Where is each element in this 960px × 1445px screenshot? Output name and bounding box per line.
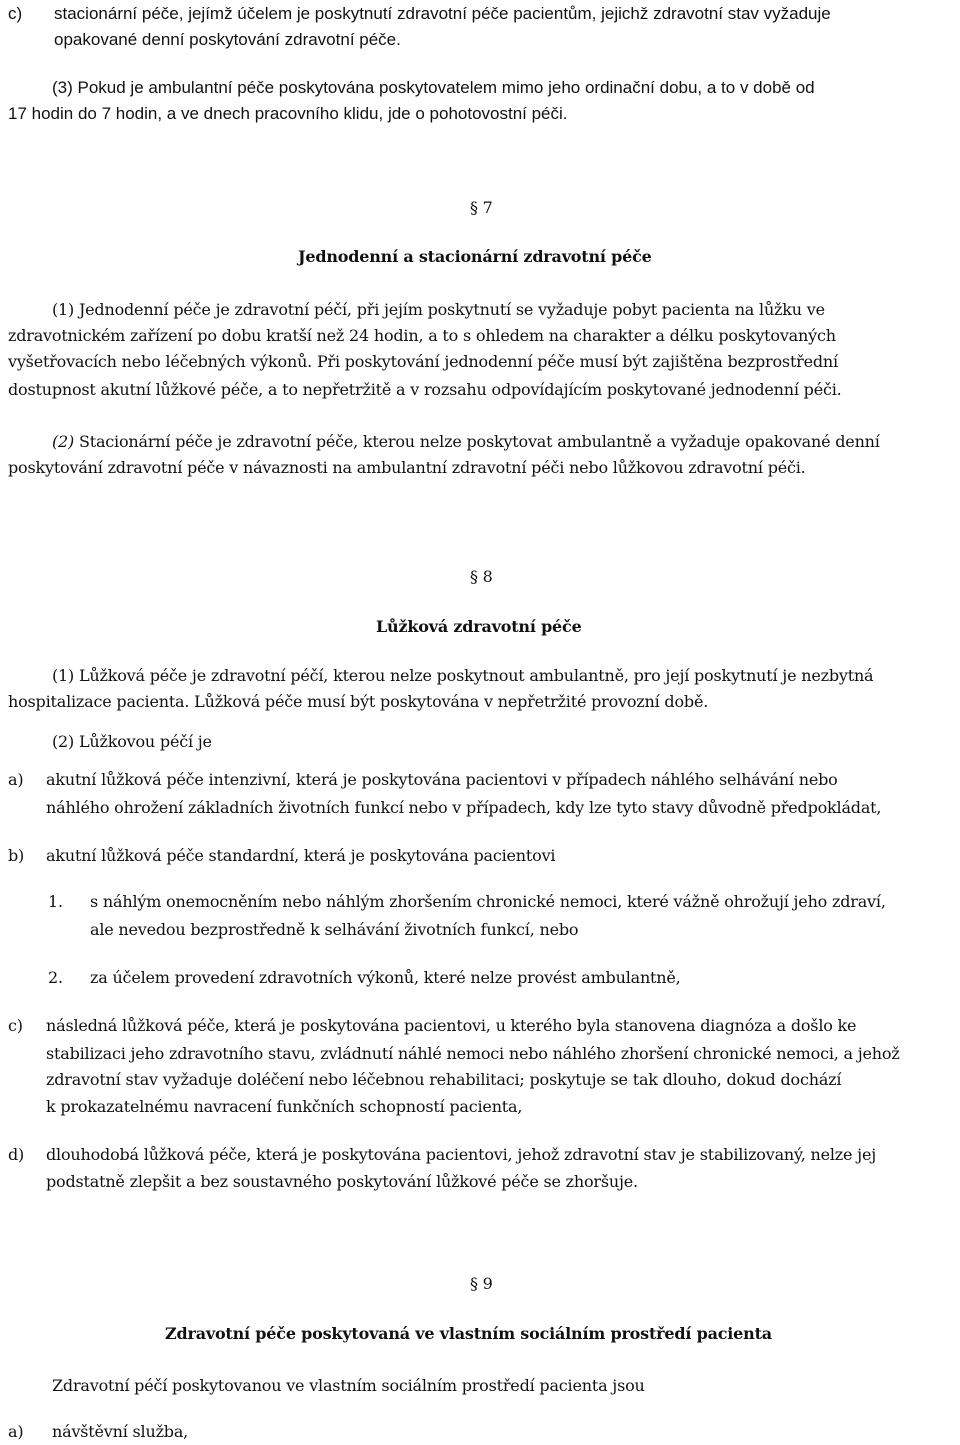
- s9-intro: Zdravotní péčí poskytovanou ve vlastním sociálním prostředí pacienta jsou: [52, 1376, 645, 1395]
- s8-item-d-line1: dlouhodobá lůžková péče, která je poskytována pacientovi, jehož zdravotní stav je stabilizovaný, nelze jej: [46, 1145, 876, 1164]
- s7-p2-line2: poskytování zdravotní péče v návaznosti na ambulantní zdravotní péči nebo lůžkovou zdravotní péči.: [8, 458, 806, 477]
- s7-p1-line4: dostupnost akutní lůžkové péče, a to nepřetržitě a v rozsahu odpovídajícím poskytované jednodenní péči.: [8, 380, 842, 399]
- s8-item-c-letter: c): [8, 1016, 23, 1035]
- item-c-text-line1: stacionární péče, jejímž účelem je poskytnutí zdravotní péče pacientům, jejichž zdravotní stav vyžaduje: [54, 4, 831, 23]
- item-letter-c: c): [8, 4, 23, 23]
- s8-item-c-line2: stabilizaci jeho zdravotního stavu, zvládnutí náhlé nemoci nebo náhlého zhoršení chronické nemoci, a jehož: [46, 1044, 900, 1063]
- s8-b-sub1-number: 1.: [48, 892, 63, 911]
- s8-p1-line1: (1) Lůžková péče je zdravotní péčí, kterou nelze poskytnout ambulantně, pro její poskytnutí je nezbytná: [52, 666, 874, 685]
- s8-p1-line2: hospitalizace pacienta. Lůžková péče musí být poskytována v nepřetržité provozní době.: [8, 692, 709, 711]
- s7-p1-line3: vyšetřovacích nebo léčebných výkonů. Při poskytování jednodenní péče musí být zajištěna bezprostřední: [8, 352, 838, 371]
- s8-item-d-letter: d): [8, 1145, 25, 1164]
- section-7-symbol: § 7: [470, 198, 493, 217]
- s8-b-sub1-line2: ale nevedou bezprostředně k selhávání životních funkcí, nebo: [90, 920, 579, 939]
- s8-item-c-line4: k prokazatelnému navracení funkčních schopností pacienta,: [46, 1097, 523, 1116]
- s9-item-a-letter: a): [8, 1422, 24, 1441]
- s7-p2-line1: [52, 428, 880, 455]
- s8-item-c-line3: zdravotní stav vyžaduje doléčení nebo léčebnou rehabilitaci; poskytuje se tak dlouho, dokud dochází: [46, 1070, 842, 1089]
- s8-b-sub2-number: 2.: [48, 968, 63, 987]
- item-c-text-line2: opakované denní poskytování zdravotní péče.: [54, 30, 401, 49]
- s7-p2-line1-text: Stacionární péče je zdravotní péče, kterou nelze poskytovat ambulantně a vyžaduje opakované denní: [74, 432, 880, 451]
- s8-item-a-letter: a): [8, 770, 24, 789]
- s8-item-a-line1: akutní lůžková péče intenzivní, která je poskytována pacientovi v případech náhlého selhávání nebo: [46, 770, 838, 789]
- section-8-title: Lůžková zdravotní péče: [376, 617, 582, 636]
- para3-line2: 17 hodin do 7 hodin, a ve dnech pracovního klidu, jde o pohotovostní péči.: [8, 104, 568, 123]
- s8-item-d-line2: podstatně zlepšit a bez soustavného poskytování lůžkové péče se zhoršuje.: [46, 1172, 638, 1191]
- s7-p1-line1: (1) Jednodenní péče je zdravotní péčí, při jejím poskytnutí se vyžaduje pobyt pacienta na lůžku ve: [52, 300, 825, 319]
- s8-p2-intro: (2) Lůžkovou péčí je: [52, 732, 212, 751]
- s8-b-sub2-line: za účelem provedení zdravotních výkonů, které nelze provést ambulantně,: [90, 968, 681, 987]
- section-9-title: Zdravotní péče poskytovaná ve vlastním sociálním prostředí pacienta: [165, 1324, 772, 1343]
- s8-item-b-line: akutní lůžková péče standardní, která je poskytována pacientovi: [46, 846, 556, 865]
- s9-item-a-line: návštěvní služba,: [52, 1422, 189, 1441]
- section-8-symbol: § 8: [470, 567, 493, 586]
- s8-item-a-line2: náhlého ohrožení základních životních funkcí nebo v případech, kdy lze tyto stavy důvodně předpokládat,: [46, 798, 882, 817]
- para3-line1: (3) Pokud je ambulantní péče poskytována poskytovatelem mimo jeho ordinační dobu, a to v době od: [52, 78, 815, 97]
- s7-p1-line2: zdravotnickém zařízení po dobu kratší než 24 hodin, a to s ohledem na charakter a délku poskytovaných: [8, 326, 836, 345]
- section-7-title: Jednodenní a stacionární zdravotní péče: [298, 247, 652, 266]
- section-9-symbol: § 9: [470, 1274, 493, 1293]
- s8-item-b-letter: b): [8, 846, 25, 865]
- s7-p2-number: (2): [52, 432, 75, 451]
- s8-item-c-line1: následná lůžková péče, která je poskytována pacientovi, u kterého byla stanovena diagnóza a došlo ke: [46, 1016, 857, 1035]
- s8-b-sub1-line1: s náhlým onemocněním nebo náhlým zhoršením chronické nemoci, které vážně ohrožují jeho zdraví,: [90, 892, 886, 911]
